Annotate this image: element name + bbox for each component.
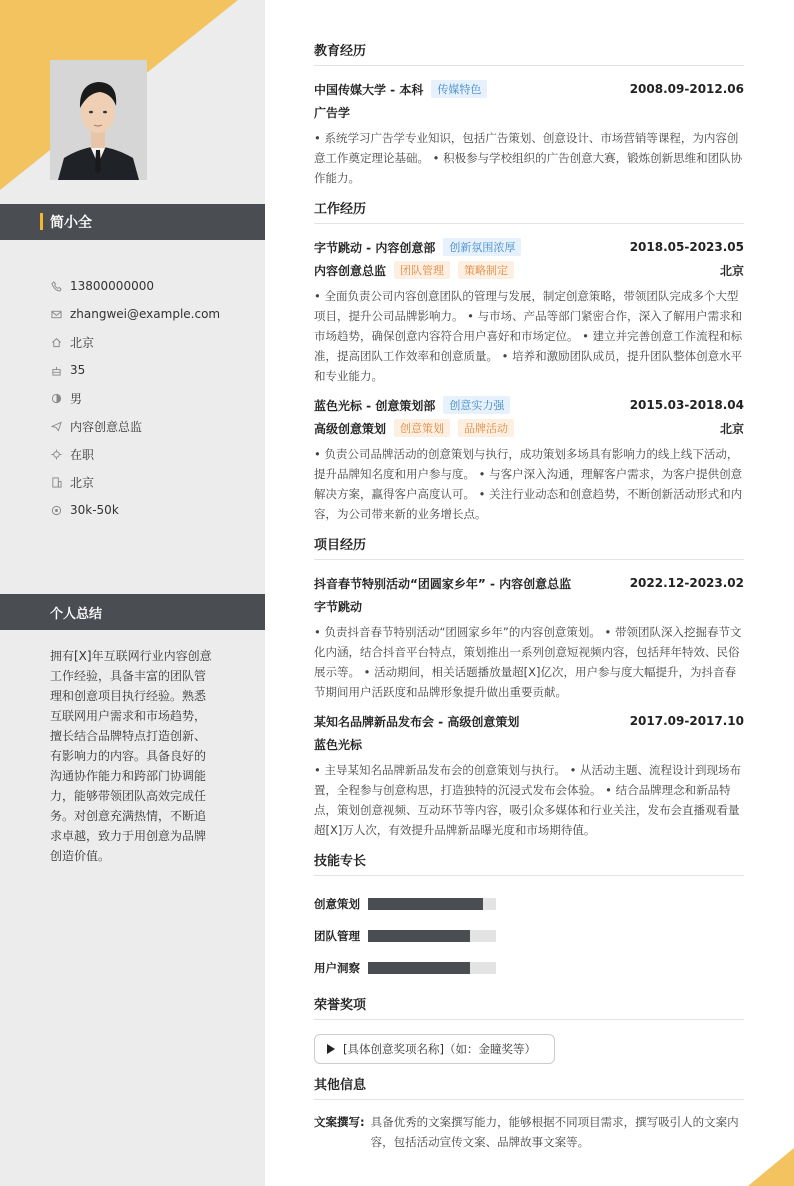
project-name: 抖音春节特别活动“团圆家乡年” - 内容创意总监	[314, 576, 572, 591]
main-content	[314, 40, 744, 1162]
work-desc: • 负责公司品牌活动的创意策划与执行，成功策划多场具有影响力的线上线下活动，提升品牌知名度和用户参与度。 • 与客户深入沟通，理解客户需求，为客户提供创意解决方案，赢得客户高度认可。 • 关注行业动态和创意趋势，不断创新活动形式和内容，为公司带来新的业务增长点。	[314, 447, 743, 521]
building-icon	[50, 476, 62, 488]
work-position-row	[314, 416, 744, 440]
info-salary	[50, 496, 220, 524]
work-location: 北京	[719, 263, 744, 278]
skills-section	[314, 850, 744, 984]
work-header	[314, 394, 744, 416]
info-gender-text: 男	[70, 391, 83, 406]
school-name: 中国传媒大学 - 本科	[314, 82, 424, 97]
work-item	[314, 236, 744, 386]
candidate-name: 简小全	[50, 215, 92, 231]
info-city	[50, 328, 220, 356]
company-name: 字节跳动 - 内容创意部	[314, 240, 436, 255]
skill-bar	[368, 962, 496, 974]
work-location: 北京	[719, 421, 744, 436]
skill-name: 用户洞察	[314, 961, 360, 975]
project-org-row	[314, 594, 744, 618]
phone-icon	[50, 280, 62, 292]
status-icon	[50, 448, 62, 460]
project-date: 2017.09-2017.10	[629, 714, 744, 728]
avatar	[50, 60, 147, 180]
company-tag: 创新氛围浓厚	[443, 238, 521, 256]
salary-icon	[50, 504, 62, 516]
name-accent-bar	[40, 213, 43, 230]
info-status	[50, 440, 220, 468]
info-age	[50, 356, 220, 384]
school-tag: 传媒特色	[431, 80, 487, 98]
education-title: 教育经历	[314, 40, 744, 66]
work-title: 工作经历	[314, 198, 744, 224]
info-email	[50, 300, 220, 328]
work-desc: • 全面负责公司内容创意团队的管理与发展，制定创意策略，带领团队完成多个大型项目，提升公司品牌影响力。 • 与市场、产品等部门紧密合作，深入了解用户需求和市场趋势，确保创意内容符合用户喜好和市场定位。 • 建立并完善创意工作流程和标准，提高团队工作效率和创意质量。 • 培养和激励团队成员，提升团队整体创意水平和专业能力。	[314, 289, 743, 383]
skill-item	[314, 888, 535, 920]
project-header	[314, 710, 744, 732]
skills-title: 技能专长	[314, 850, 744, 876]
skill-bar-fill	[368, 930, 470, 942]
summary-title: 个人总结	[50, 607, 103, 622]
work-date: 2015.03-2018.04	[629, 398, 744, 412]
skill-bar-fill	[368, 962, 470, 974]
position-name: 高级创意策划	[314, 421, 387, 436]
send-icon	[50, 420, 62, 432]
position-tag: 创意策划	[394, 419, 450, 437]
info-city-text: 北京	[70, 335, 95, 350]
skills-list	[314, 888, 744, 984]
info-phone-text: 13800000000	[70, 279, 154, 293]
other-title: 其他信息	[314, 1074, 744, 1100]
info-phone	[50, 272, 220, 300]
skill-name: 创意策划	[314, 897, 360, 911]
mail-icon	[50, 308, 62, 320]
major: 广告学	[314, 105, 351, 120]
award-toggle[interactable]	[314, 1034, 555, 1064]
position-tag: 团队管理	[394, 261, 450, 279]
sidebar	[0, 0, 265, 1186]
summary-text: 拥有[X]年互联网行业内容创意工作经验，具备丰富的团队管理和创意项目执行经验。熟悉互联网用户需求和市场趋势，擅长结合品牌特点打造创新、有影响力的内容。具备良好的沟通协作能力和跨部门协调能力，能够带领团队高效完成任务。对创意充满热情，不断追求卓越，致力于用创意为品牌创造价值。	[50, 649, 212, 863]
other-item	[314, 1112, 744, 1152]
info-position	[50, 412, 220, 440]
position-name: 内容创意总监	[314, 263, 387, 278]
education-desc: • 系统学习广告学专业知识，包括广告策划、创意设计、市场营销等课程，为内容创意工作奠定理论基础。 • 积极参与学校组织的广告创意大赛，锻炼创新思维和团队协作能力。	[314, 131, 743, 185]
project-org-row	[314, 732, 744, 756]
skill-name: 团队管理	[314, 929, 360, 943]
contact-info-list	[50, 272, 220, 524]
company-name: 蓝色光标 - 创意策划部	[314, 398, 436, 413]
info-status-text: 在职	[70, 447, 95, 462]
work-section	[314, 198, 744, 524]
cake-icon	[50, 364, 62, 376]
project-name: 某知名品牌新品发布会 - 高级创意策划	[314, 714, 520, 729]
info-work-city-text: 北京	[70, 475, 95, 490]
info-email-text: zhangwei@example.com	[70, 307, 221, 321]
skill-item	[314, 952, 535, 984]
project-item	[314, 572, 744, 702]
project-desc: • 负责抖音春节特别活动“团圆家乡年”的内容创意策划。 • 带领团队深入挖掘春节文化内涵，结合抖音平台特点，策划推出一系列创意短视频内容，包括拜年特效、民俗展示等。 • 活动期间，相关话题播放量超[X]亿次，用户参与度大幅提升，为抖音春节期间用户活跃度和品牌形象提升做出重要贡献。	[314, 625, 742, 699]
position-tag: 品牌活动	[458, 419, 514, 437]
project-date: 2022.12-2023.02	[629, 576, 744, 590]
summary-header	[0, 594, 265, 630]
other-key: 文案撰写:	[314, 1115, 365, 1129]
skill-bar	[368, 898, 496, 910]
info-age-text: 35	[70, 363, 86, 377]
project-desc: • 主导某知名品牌新品发布会的创意策划与执行。 • 从活动主题、流程设计到现场布置，全程参与创意构思，打造独特的沉浸式发布会体验。 • 结合品牌理念和新品特点，策划创意视频、互动环节等内容，吸引众多媒体和行业关注，发布会直播观看量超[X]万人次，有效提升品牌新品曝光度和市场期待值。	[314, 763, 742, 837]
project-org: 字节跳动	[314, 599, 363, 614]
project-org: 蓝色光标	[314, 737, 363, 752]
info-work-city	[50, 468, 220, 496]
other-value: 具备优秀的文案撰写能力，能够根据不同项目需求，撰写吸引人的文案内容，包括活动宣传文案、品牌故事文案等。	[370, 1115, 739, 1149]
project-header	[314, 572, 744, 594]
education-header	[314, 78, 744, 100]
project-title: 项目经历	[314, 534, 744, 560]
awards-section	[314, 994, 744, 1064]
other-section	[314, 1074, 744, 1152]
education-section	[314, 40, 744, 188]
triangle-right-icon	[327, 1044, 335, 1054]
education-major-row	[314, 100, 744, 124]
company-tag: 创意实力强	[443, 396, 510, 414]
info-position-text: 内容创意总监	[70, 419, 143, 434]
work-header	[314, 236, 744, 258]
award-text: [具体创意奖项名称]（如：金瞳奖等）	[343, 1042, 536, 1056]
awards-title: 荣誉奖项	[314, 994, 744, 1020]
skill-item	[314, 920, 535, 952]
skill-bar	[368, 930, 496, 942]
work-item	[314, 394, 744, 524]
education-date: 2008.09-2012.06	[629, 82, 744, 96]
home-icon	[50, 336, 62, 348]
gender-icon	[50, 392, 62, 404]
decorative-corner-triangle	[748, 1148, 794, 1186]
name-bar	[0, 204, 265, 240]
portrait-image	[50, 60, 147, 180]
work-position-row	[314, 258, 744, 282]
project-section	[314, 534, 744, 840]
info-salary-text: 30k-50k	[70, 503, 119, 517]
info-gender	[50, 384, 220, 412]
skill-bar-fill	[368, 898, 483, 910]
position-tag: 策略制定	[458, 261, 514, 279]
project-item	[314, 710, 744, 840]
work-date: 2018.05-2023.05	[629, 240, 744, 254]
